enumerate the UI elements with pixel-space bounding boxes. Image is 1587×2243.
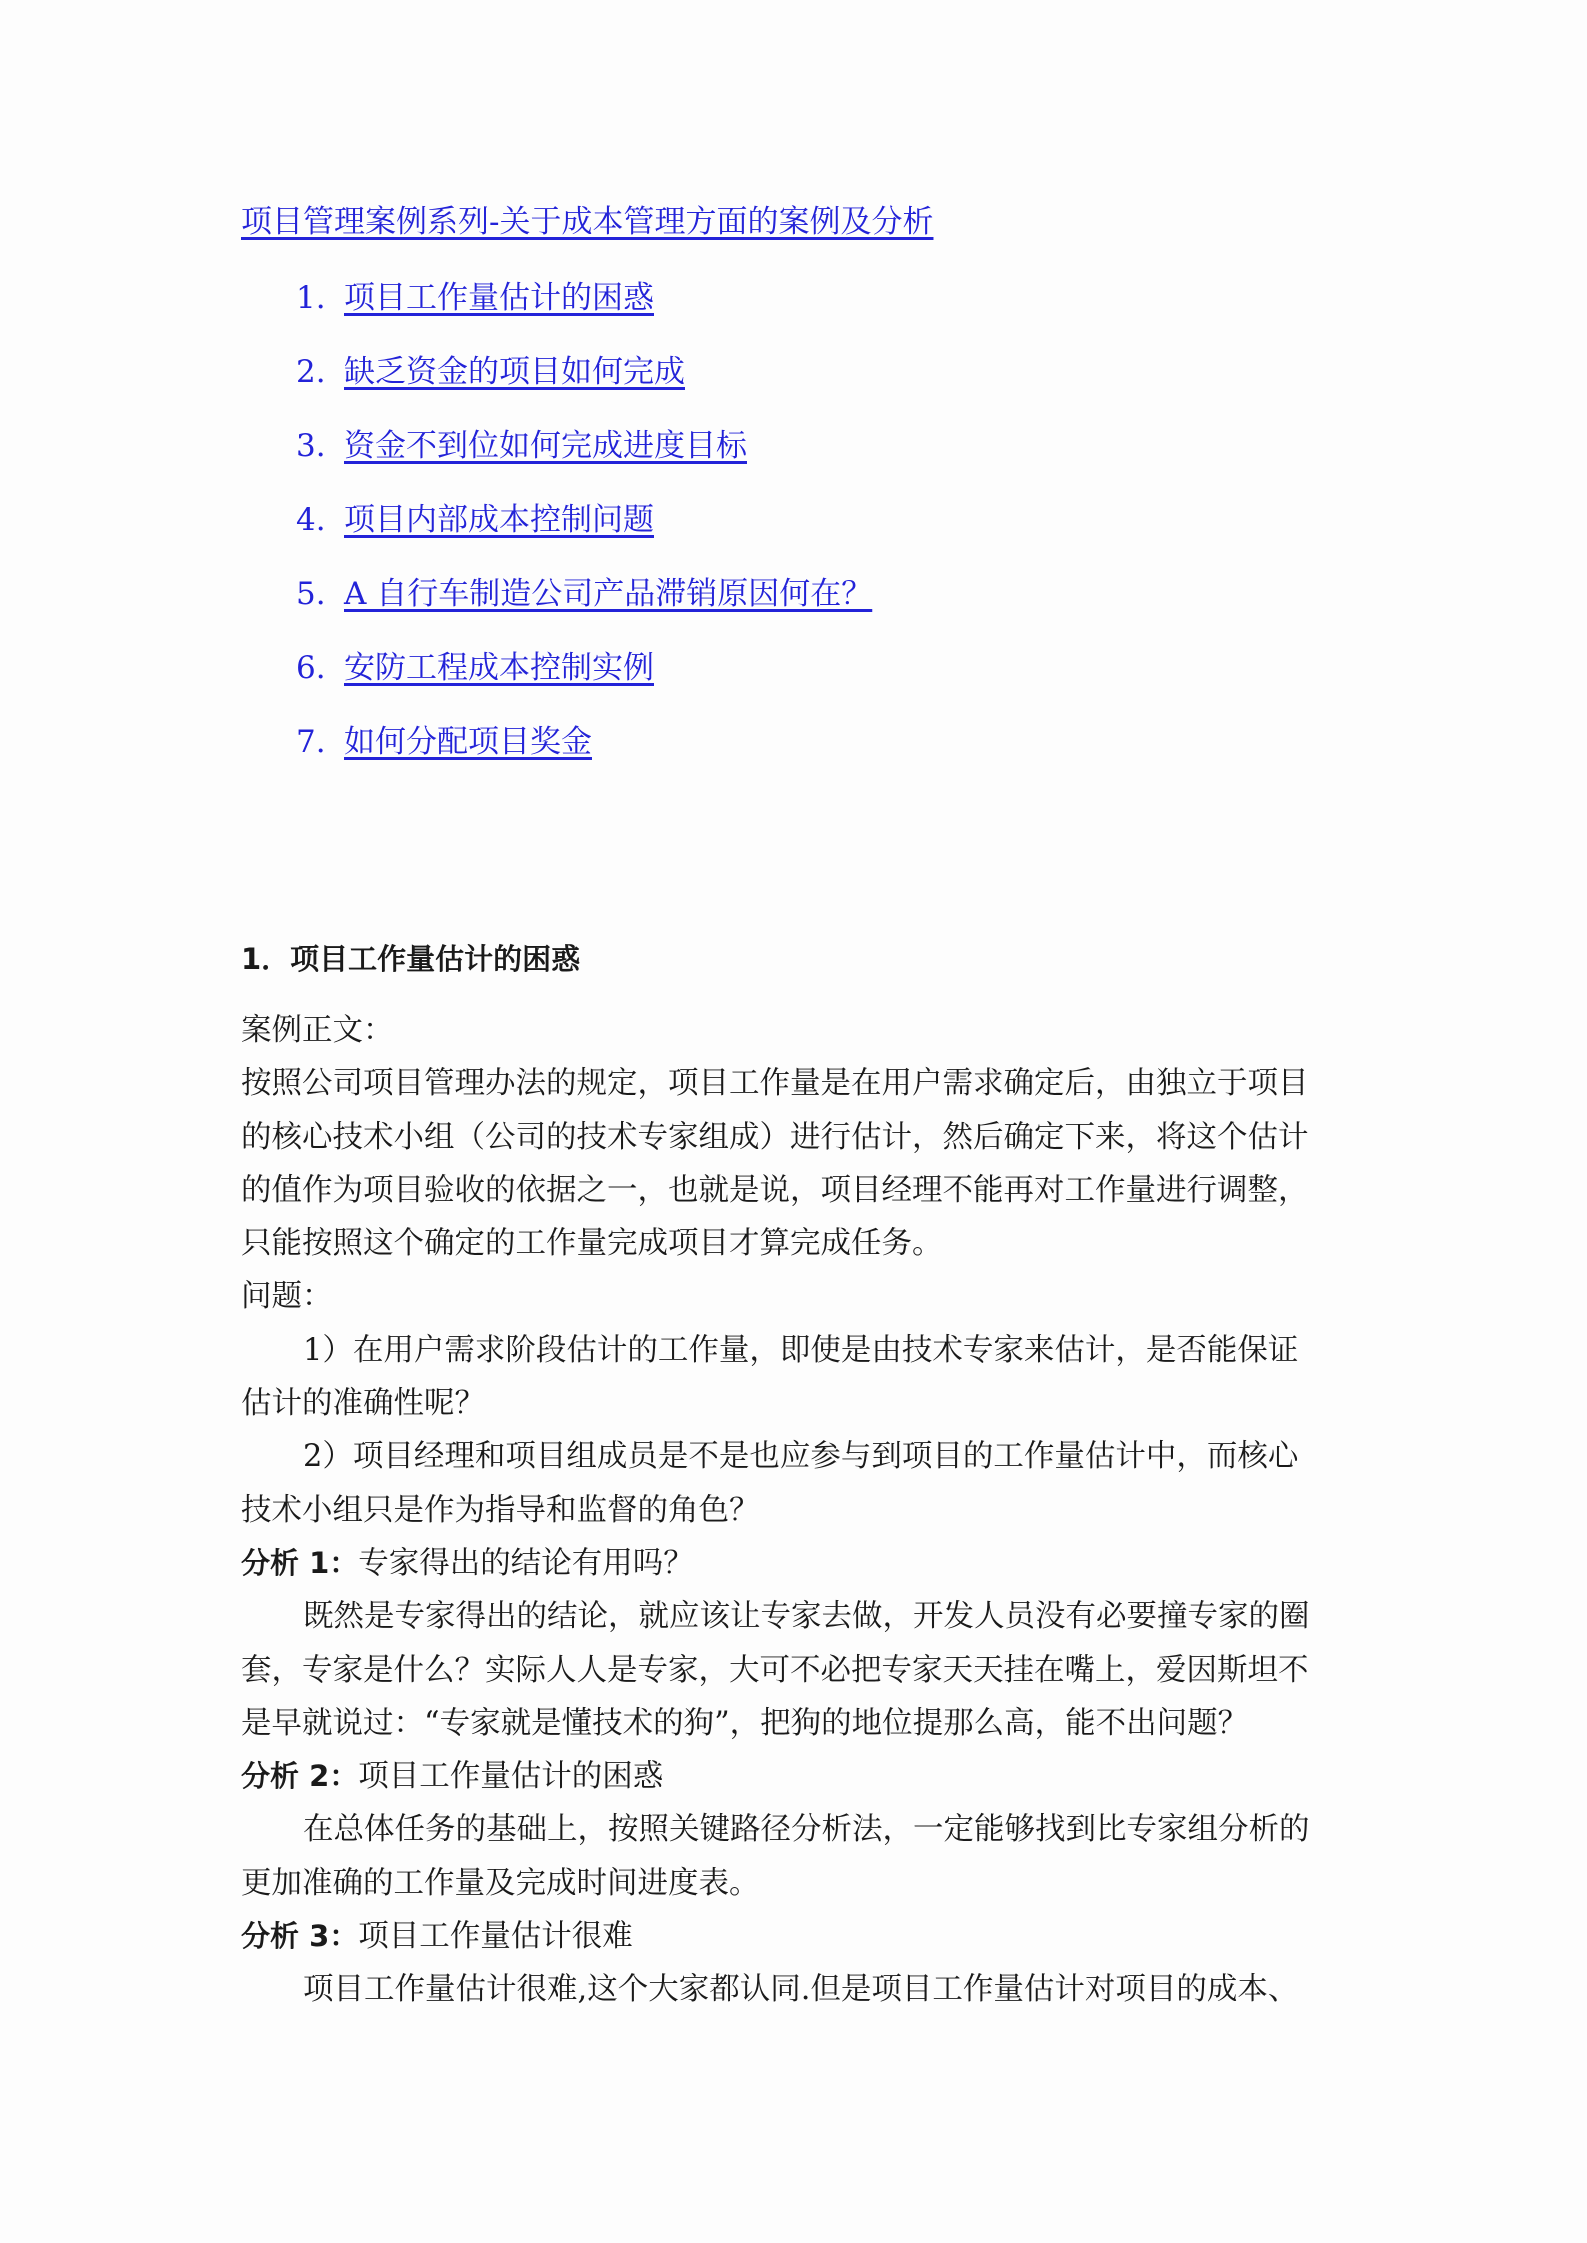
toc-number: 3. <box>296 428 326 464</box>
toc-link-5[interactable] <box>296 570 872 618</box>
section-heading: 1．项目工作量估计的困惑 <box>241 942 581 976</box>
paragraph-line: 是早就说过：“专家就是懂技术的狗”，把狗的地位提那么高，能不出问题？ <box>241 1705 1249 1741</box>
question-line: 2）项目经理和项目组成员是不是也应参与到项目的工作量估计中，而核心 <box>303 1439 1299 1475</box>
paragraph-line: 更加准确的工作量及完成时间进度表。 <box>241 1865 760 1901</box>
toc-number: 7. <box>296 724 326 760</box>
toc-number: 6. <box>296 650 326 686</box>
analysis-heading <box>241 1910 1347 1963</box>
paragraph-line: 按照公司项目管理办法的规定，项目工作量是在用户需求确定后，由独立于项目 <box>241 1066 1309 1102</box>
paragraph-line: 项目工作量估计很难,这个大家都认同.但是项目工作量估计对项目的成本、 <box>303 1972 1299 2008</box>
paragraph-line: 只能按照这个确定的工作量完成项目才算完成任务。 <box>241 1226 943 1262</box>
toc-label: A 自行车制造公司产品滞销原因何在？ <box>344 576 873 612</box>
question-line: 估计的准确性呢？ <box>241 1386 485 1422</box>
analysis-heading <box>241 1750 1347 1803</box>
toc-label: 资金不到位如何完成进度目标 <box>344 428 747 464</box>
toc-number: 2. <box>296 354 326 390</box>
analysis-title: 项目工作量估计的困惑 <box>358 1759 664 1795</box>
analysis-label: 分析 3： <box>241 1919 359 1954</box>
paragraph-line: 的核心技术小组（公司的技术专家组成）进行估计，然后确定下来，将这个估计 <box>241 1119 1309 1155</box>
paragraph-line: 的值作为项目验收的依据之一，也就是说，项目经理不能再对工作量进行调整， <box>241 1172 1309 1208</box>
toc-title-link[interactable]: 项目管理案例系列-关于成本管理方面的案例及分析 <box>241 204 934 240</box>
toc-number: 5. <box>296 576 326 612</box>
analysis-label: 分析 2： <box>241 1759 359 1794</box>
analysis-title: 专家得出的结论有用吗？ <box>358 1545 694 1581</box>
analysis-heading <box>241 1537 1347 1590</box>
toc-link-3[interactable] <box>296 422 747 470</box>
toc-link-1[interactable] <box>296 274 654 322</box>
paragraph-line: 案例正文： <box>241 1013 394 1048</box>
question-line: 1）在用户需求阶段估计的工作量，即使是由技术专家来估计，是否能保证 <box>303 1332 1299 1368</box>
analysis-label: 分析 1： <box>241 1545 359 1580</box>
paragraph-line: 既然是专家得出的结论，就应该让专家去做，开发人员没有必要撞专家的圈 <box>303 1599 1310 1635</box>
toc-label: 缺乏资金的项目如何完成 <box>344 354 685 390</box>
paragraph-line: 在总体任务的基础上，按照关键路径分析法，一定能够找到比专家组分析的 <box>303 1812 1310 1848</box>
toc-link-7[interactable] <box>296 718 592 766</box>
toc-number: 4. <box>296 502 326 538</box>
toc-number: 1. <box>296 280 326 316</box>
paragraph-line: 套，专家是什么？实际人人是专家，大可不必把专家天天挂在嘴上，爱因斯坦不 <box>241 1652 1309 1688</box>
analysis-title: 项目工作量估计很难 <box>358 1919 633 1955</box>
toc-link-6[interactable] <box>296 644 654 692</box>
question-line: 技术小组只是作为指导和监督的角色？ <box>241 1492 760 1528</box>
toc-label: 项目内部成本控制问题 <box>344 502 654 538</box>
paragraph-line: 问题： <box>241 1279 333 1315</box>
section-body <box>241 1004 1347 2017</box>
toc-link-4[interactable] <box>296 496 654 544</box>
toc-link-2[interactable] <box>296 348 685 396</box>
toc-label: 安防工程成本控制实例 <box>344 650 654 686</box>
toc-label: 项目工作量估计的困惑 <box>344 280 654 316</box>
toc-label: 如何分配项目奖金 <box>344 724 592 760</box>
